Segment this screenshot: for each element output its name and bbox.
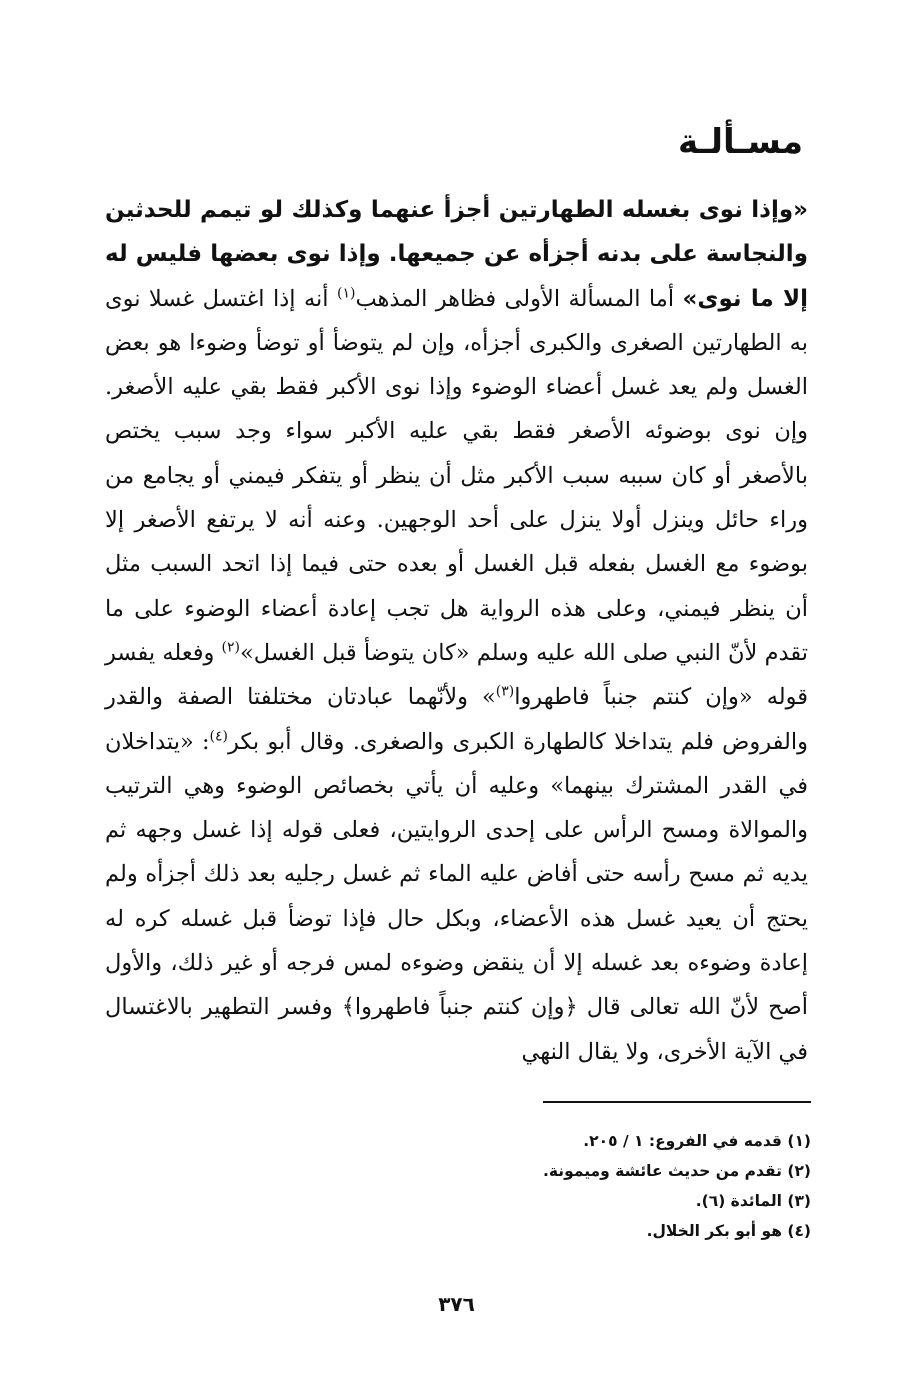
- body-text-1: أما المسألة الأولى فظاهر المذهب: [355, 285, 683, 312]
- body-text-4: » ولأنّهما عبادتان مختلفتا الصفة والقدر والفروض فلم يتداخلا كالطهارة الكبرى والصغرى. وقال أبو بكر: [105, 684, 808, 755]
- footnotes: [491, 1126, 811, 1246]
- footnote-3: (٣) المائدة (٦).: [695, 1192, 811, 1210]
- footnote-ref-1: (١): [336, 285, 356, 302]
- body-text-3: وفعله يفسر قوله «وإن كنتم جنباً فاطهروا: [105, 639, 808, 711]
- footnote-4: (٤) هو أبو بكر الخلال.: [646, 1222, 811, 1240]
- body-text-2: أنه إذا اغتسل غسلا نوى به الطهارتين الصغرى والكبرى أجزأه، وإن لم يتوضأ أو توضأ وضوءا هو بعض الغسل ولم يعد غسل أعضاء الوضوء وإذا نوى الأكبر فقط بقي عليه الأصغر. وإن نوى بوضوئه الأصغر فقط بقي عليه الأكبر سواء وجد سبب يختص بالأصغر أو كان سببه سبب الأكبر مثل أن ينظر أو يتفكر فيمني أو يجامع من وراء حائل وينزل أولا ينزل على أحد الوجهين. وعنه أنه لا يرتفع الأصغر إلا بوضوء مع الغسل بفعله قبل الغسل أو بعده حتى فيما إذا اتحد السبب مثل أن ينظر فيمني، وعلى هذه الرواية هل تجب إعادة أعضاء الوضوء على ما تقدم لأنّ النبي صلى الله عليه وسلم «كان يتوضأ قبل الغسل»: [105, 285, 808, 666]
- page-number: ٣٧٦: [438, 1292, 475, 1316]
- footnote-ref-2: (٢): [221, 639, 241, 656]
- matn-text: «وإذا نوى بغسله الطهارتين أجزأ عنهما وكذلك لو تيمم للحدثين والنجاسة على بدنه أجزأه عن جميعها. وإذا نوى بعضها فليس له إلا ما نوى»: [105, 197, 808, 312]
- footnote-2: (٢) تقدم من حديث عائشة وميمونة.: [543, 1162, 811, 1180]
- footnote-divider: [543, 1101, 811, 1103]
- section-heading: مسـألـة: [677, 122, 803, 162]
- body-text-5: : «يتداخلان في القدر المشترك بينهما» وعليه أن يأتي بخصائص الوضوء وهي الترتيب والموالاة ومسح الرأس على إحدى الروايتين، فعلى قوله إذا غسل وجهه ثم يديه ثم مسح رأسه حتى أفاض عليه الماء ثم غسل رجليه بعد ذلك أجزأه ولم يحتج أن يعيد غسل هذه الأعضاء، وبكل حال فإذا توضأ قبل غسله كره له إعادة وضوءه بعد غسله إلا أن ينقض وضوءه لمس فرجه أو غير ذلك، والأول أصح لأنّ الله تعالى قال ﴿وإن كنتم جنباً فاطهروا﴾ وفسر التطهير بالاغتسال في الآية الأخرى، ولا يقال النهي: [105, 728, 808, 1065]
- main-text: [105, 188, 808, 1074]
- footnote-ref-3: (٣): [495, 683, 515, 700]
- footnote-ref-4: (٤): [209, 728, 229, 745]
- footnote-1: (١) قدمه في الفروع: ١ / ٢٠٥.: [583, 1132, 811, 1150]
